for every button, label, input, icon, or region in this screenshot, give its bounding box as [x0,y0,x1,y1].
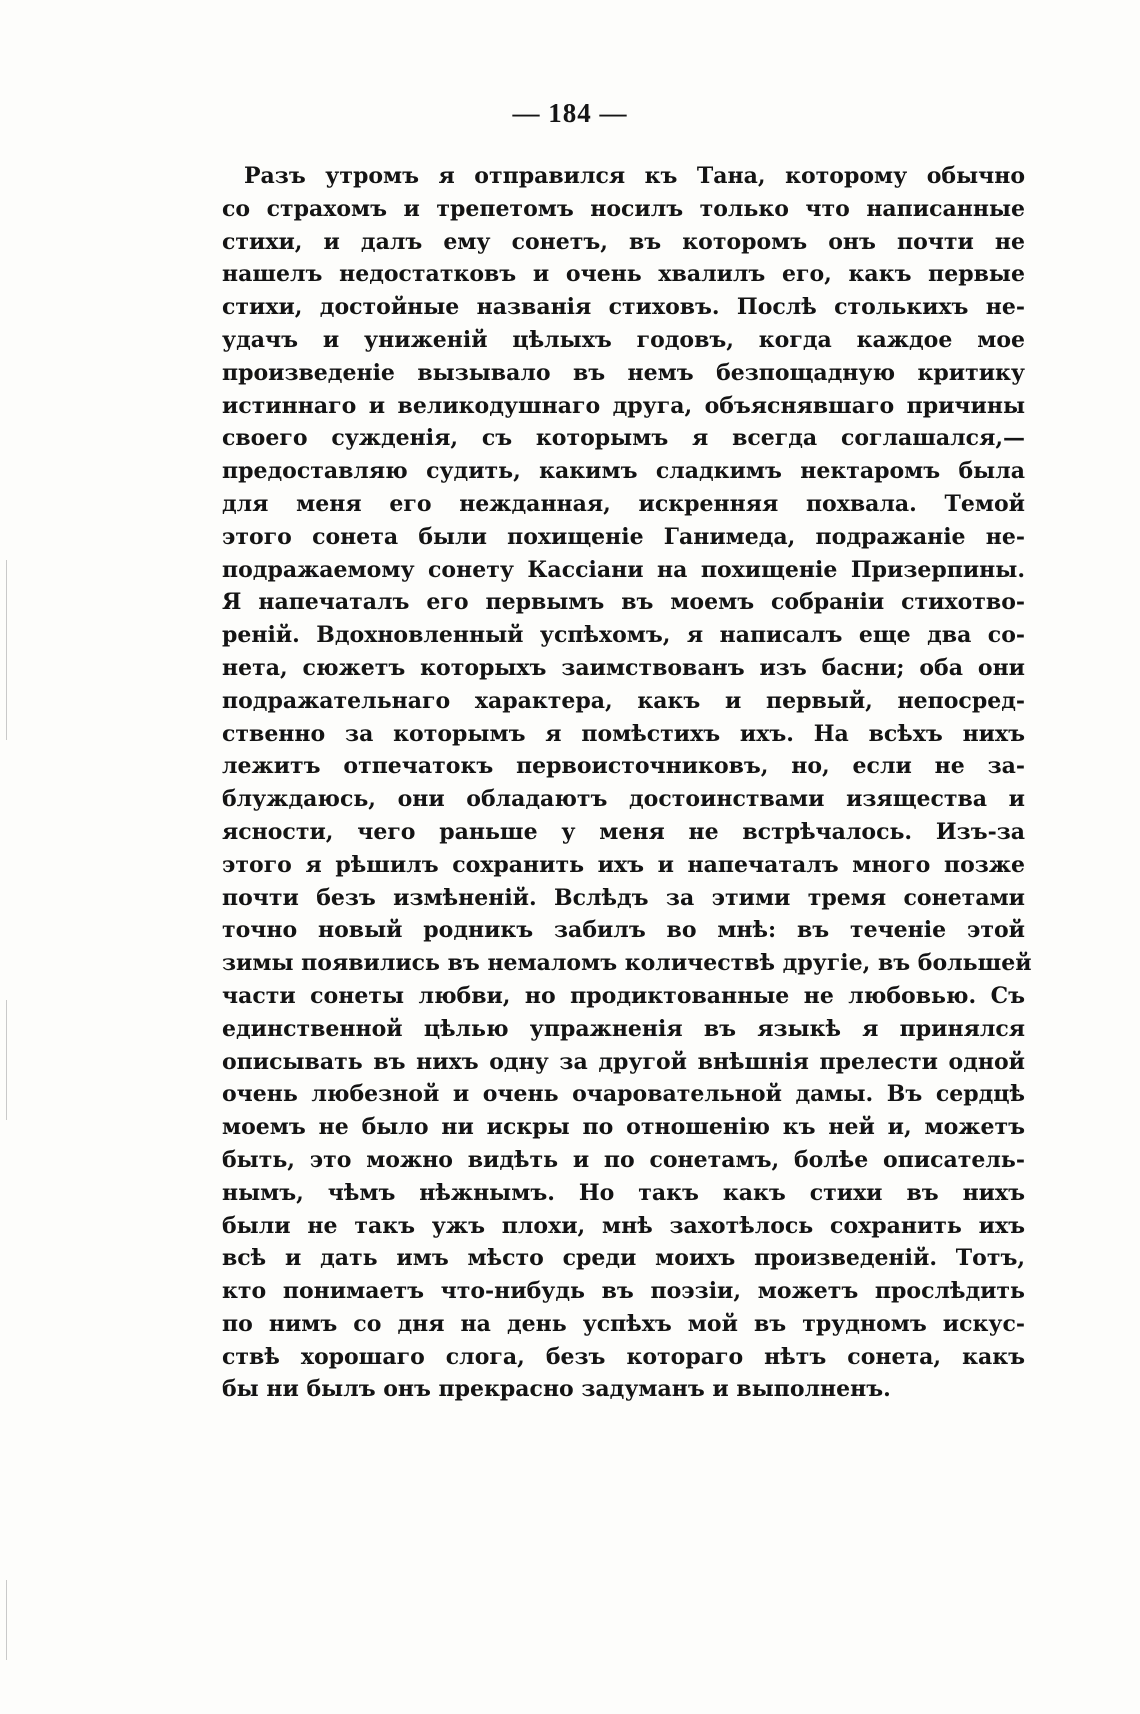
text-line: реній. Вдохновленный успѣхомъ, я написалъ еще два со- [222,622,1025,649]
text-line: очень любезной и очень очаровательной дамы. Въ сердцѣ [222,1081,1025,1108]
scan-edge-mark [6,560,7,740]
text-line: части сонеты любви, но продиктованные не любовью. Съ [222,982,1025,1009]
text-line: удачъ и униженій цѣлыхъ годовъ, когда каждое мое [222,326,1025,353]
text-line: по нимъ со дня на день успѣхъ мой въ трудномъ искус- [222,1310,1025,1337]
text-line: ясности, чего раньше у меня не встрѣчалось. Изъ-за [222,818,1025,845]
text-line: быть, это можно видѣть и по сонетамъ, болѣе описатель- [222,1146,1025,1173]
text-line: всѣ и дать имъ мѣсто среди моихъ произведеній. Тотъ, [222,1245,1025,1272]
text-line: Я напечаталъ его первымъ въ моемъ собраніи стихотво- [222,589,1025,616]
text-line: моемъ не было ни искры по отношенію къ ней и, можетъ [222,1114,1025,1141]
text-line: почти безъ измѣненій. Вслѣдъ за этими тремя сонетами [222,884,1025,911]
text-line: этого сонета были похищеніе Ганимеда, подражаніе не- [222,523,1025,550]
page-number: — 184 — [512,98,628,128]
text-line: своего сужденія, съ которымъ я всегда соглашался,— [222,425,1025,452]
scan-edge-mark [6,1580,7,1660]
text-line: зимы появились въ немаломъ количествѣ другіе, въ большей [222,950,1032,977]
text-line: описывать въ нихъ одну за другой внѣшнія прелести одной [222,1048,1025,1075]
text-line: для меня его нежданная, искренняя похвала. Темой [222,490,1025,517]
text-line: ственно за которымъ я помѣстихъ ихъ. На всѣхъ нихъ [222,720,1025,747]
text-line: истиннаго и великодушнаго друга, объяснявшаго причины [222,392,1025,419]
text-line: бы ни былъ онъ прекрасно задуманъ и выполненъ. [222,1376,891,1403]
text-line: предоставляю судить, какимъ сладкимъ нектаромъ была [222,458,1025,485]
text-line: единственной цѣлью упражненія въ языкѣ я принялся [222,1015,1025,1042]
text-line: были не такъ ужъ плохи, мнѣ захотѣлось сохранить ихъ [222,1212,1025,1239]
text-line: блуждаюсь, они обладаютъ достоинствами изящества и [222,786,1025,813]
body-text [222,160,1032,1406]
scan-edge-mark [6,1000,7,1120]
text-line: подражательнаго характера, какъ и первый, непосред- [222,687,1025,714]
text-line: стихи, и далъ ему сонетъ, въ которомъ онъ почти не [222,228,1025,255]
text-line: нета, сюжетъ которыхъ заимствованъ изъ басни; оба они [222,654,1025,681]
text-line: точно новый родникъ забилъ во мнѣ: въ теченіе этой [222,917,1025,944]
text-line: Разъ утромъ я отправился къ Тана, которому обычно [244,163,1025,189]
text-line: стихи, достойные названія стиховъ. Послѣ столькихъ не- [222,294,1025,321]
text-line: лежитъ отпечатокъ первоисточниковъ, но, если не за- [222,753,1025,780]
text-line: произведеніе вызывало въ немъ безпощадную критику [222,359,1025,386]
text-line: этого я рѣшилъ сохранить ихъ и напечаталъ много позже [222,851,1025,878]
text-line: со страхомъ и трепетомъ носилъ только что написанные [222,195,1025,222]
text-line: ствѣ хорошаго слога, безъ котораго нѣтъ сонета, какъ [222,1343,1025,1370]
text-line: кто понимаетъ что-нибудь въ поэзіи, можетъ прослѣдить [222,1278,1025,1305]
text-line: нымъ, чѣмъ нѣжнымъ. Но такъ какъ стихи въ нихъ [222,1179,1025,1206]
text-line: подражаемому сонету Кассіани на похищеніе Призерпины. [222,556,1025,583]
text-line: нашелъ недостатковъ и очень хвалилъ его, какъ первые [222,261,1025,288]
